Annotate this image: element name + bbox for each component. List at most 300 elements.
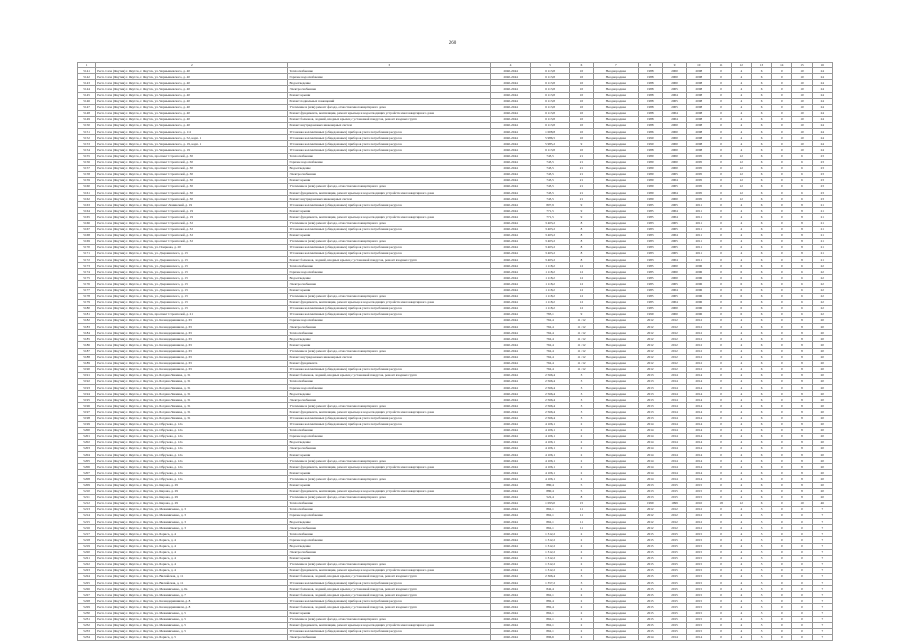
table-cell: 2014 (687, 391, 711, 397)
table-cell: 6 (751, 397, 771, 403)
table-cell: 2014 (662, 476, 686, 482)
table-cell: 6 113,8 (531, 98, 569, 104)
table-cell: 5162 (78, 196, 96, 202)
table-cell: 2040-2044 (490, 287, 530, 293)
table-cell: 0 (711, 226, 731, 232)
table-cell: Неоднородная (594, 537, 639, 543)
table-cell: 1983 (638, 244, 662, 250)
table-cell: 0 (711, 452, 731, 458)
table-cell: 20 (812, 385, 832, 391)
table-cell: Ремонт крыши (288, 287, 490, 293)
table-cell: 2014 (687, 403, 711, 409)
table-cell: Неоднородная (594, 159, 639, 165)
table-cell: 23 (812, 159, 832, 165)
table-cell: Респ. Саха (Якутия) г. Якутск, г. Якутск, ул. Межиниченко, д. 5 (96, 610, 288, 616)
table-cell: 2005 (662, 251, 686, 257)
table-cell: 6 (792, 159, 812, 165)
table-cell: 3 (751, 567, 771, 573)
table-cell: 7 (812, 525, 832, 531)
table-cell: 20 (812, 452, 832, 458)
table-cell: 2006 (687, 269, 711, 275)
table-cell: 21 (812, 232, 832, 238)
table-cell: Неоднородная (594, 494, 639, 500)
table-cell: Респ. Саха (Якутия) г. Якутск, г. Якутск, ул. Дзержинского, д. 13 (96, 299, 288, 305)
table-cell: 3 (569, 378, 593, 384)
table-cell: Горячее водоснабжение (288, 433, 490, 439)
table-cell: 5208 (78, 476, 96, 482)
table-cell: 0 (711, 433, 731, 439)
table-cell: Водоотведение (288, 391, 490, 397)
table-cell: 8 (792, 391, 812, 397)
table-cell: 0 (711, 421, 731, 427)
table-cell: 2014 (687, 378, 711, 384)
table-cell: 18 (711, 500, 731, 506)
table-cell: Неоднородная (594, 165, 639, 171)
column-header: 15 (792, 63, 812, 68)
table-cell: 0 (792, 604, 812, 610)
table-cell: 2000 (662, 269, 686, 275)
table-cell: 2040-2044 (490, 348, 530, 354)
table-cell: 4 (731, 634, 751, 640)
table-cell: 2014 (662, 446, 686, 452)
table-cell: 2012 (638, 366, 662, 372)
table-cell: 4 (731, 439, 751, 445)
table-cell: 1980 (638, 159, 662, 165)
table-cell: 3 (751, 616, 771, 622)
table-cell: 0 (772, 458, 792, 464)
table-cell: 10 (569, 110, 593, 116)
table-cell: 2 (569, 452, 593, 458)
table-cell: 2012 (662, 348, 686, 354)
table-cell: 0 (772, 403, 792, 409)
table-cell: 2014 (687, 397, 711, 403)
table-cell: 2000 (662, 305, 686, 311)
table-cell: 2011 (687, 232, 711, 238)
table-cell: 2015 (687, 567, 711, 573)
table-cell: 6 (792, 153, 812, 159)
table-cell: 2015 (662, 598, 686, 604)
table-cell: 0 (772, 263, 792, 269)
table-cell: 4 (731, 446, 751, 452)
table-cell: 22 (812, 275, 832, 281)
table-cell: 2012 (662, 519, 686, 525)
table-cell: 0 (772, 464, 792, 470)
table-cell: 8 (569, 226, 593, 232)
table-cell: 3 403,2 (531, 238, 569, 244)
table-cell: 5211 (78, 494, 96, 500)
table-cell: 5229 (78, 604, 96, 610)
table-cell: Утепление и (или) ремонт фасада, отмостки многоквартирного дома (288, 616, 490, 622)
table-cell: 1980 (638, 153, 662, 159)
table-cell: 12 (569, 299, 593, 305)
table-cell: 0 (711, 80, 731, 86)
table-cell: 6 (731, 305, 751, 311)
table-cell: 2 (569, 561, 593, 567)
table-cell: 2014 (662, 397, 686, 403)
table-cell: Ремонт балконов, лоджий, входных крылец с установкой пандусов, ремонт входных групп (288, 372, 490, 378)
table-cell: 2000 (662, 129, 686, 135)
table-cell: Неоднородная (594, 604, 639, 610)
table-cell: Респ. Саха (Якутия) г. Якутск, г. Якутск, ул. Обручева, д. 12а (96, 439, 288, 445)
table-cell: 1985 (638, 281, 662, 287)
table-cell: Неоднородная (594, 92, 639, 98)
table-cell: 1 312,2 (531, 555, 569, 561)
table-cell: 2015 (638, 537, 662, 543)
table-cell: 4 (731, 385, 751, 391)
table-cell: 2011 (687, 257, 711, 263)
table-cell: 2014 (662, 403, 686, 409)
table-cell: Респ. Саха (Якутия) г. Якутск, г. Якутск, проспект Ленинский, д. 19 (96, 202, 288, 208)
table-cell: 2005 (687, 196, 711, 202)
table-cell: Неоднородная (594, 634, 639, 640)
table-cell: 20 (812, 324, 832, 330)
table-cell: 12 (569, 281, 593, 287)
table-cell: 6 (751, 147, 771, 153)
table-cell: 0 (711, 263, 731, 269)
table-cell: 2040-2044 (490, 628, 530, 634)
table-cell: 0 (711, 269, 731, 275)
table-cell: 2011 (687, 251, 711, 257)
table-cell: 2 (569, 543, 593, 549)
column-header: 4 (490, 63, 530, 68)
table-cell: 3 (569, 397, 593, 403)
table-cell: 23 (812, 183, 832, 189)
table-cell: 11 /12 (569, 336, 593, 342)
table-cell: 21 (812, 226, 832, 232)
table-cell: 2015 (662, 531, 686, 537)
table-cell: 4 (731, 543, 751, 549)
table-cell: 4 106,1 (531, 439, 569, 445)
table-cell: 10 (792, 86, 812, 92)
table-cell: 2005 (687, 183, 711, 189)
table-cell: 0 (711, 385, 731, 391)
table-cell: 6 (751, 86, 771, 92)
column-header: 11 (711, 63, 731, 68)
table-cell: 2 (569, 476, 593, 482)
table-cell: 21 (812, 220, 832, 226)
table-cell: 21 (569, 196, 593, 202)
table-cell: 0 (711, 196, 731, 202)
table-cell: 5154 (78, 147, 96, 153)
table-cell: 1988 (638, 86, 662, 92)
table-cell: Респ. Саха (Якутия) г. Якутск, г. Якутск, ул. Дзержинского, д. 13 (96, 269, 288, 275)
table-cell: 0 (792, 513, 812, 519)
table-cell: 10 (792, 110, 812, 116)
table-cell: 0 (772, 409, 792, 415)
table-cell: 10 (792, 74, 812, 80)
table-cell: 2014 (662, 378, 686, 384)
table-cell: 0 (711, 586, 731, 592)
table-cell: 11 (569, 519, 593, 525)
table-cell: 2004 (662, 232, 686, 238)
table-cell: 3 (569, 409, 593, 415)
table-cell: 2014 (662, 421, 686, 427)
table-cell: Неоднородная (594, 586, 639, 592)
table-cell: 0 (772, 251, 792, 257)
table-cell: 4 (731, 592, 751, 598)
table-cell: 6 113,8 (531, 92, 569, 98)
table-cell: 5173 (78, 263, 96, 269)
table-cell: 2040-2044 (490, 537, 530, 543)
table-cell: Респ. Саха (Якутия) г. Якутск, г. Якутск, ул. Богдана Чижика, д. 31 (96, 415, 288, 421)
table-cell: 8 (792, 232, 812, 238)
table-cell: 23 (812, 153, 832, 159)
table-cell: 6 113,8 (531, 110, 569, 116)
table-cell: 2012 (662, 330, 686, 336)
table-cell: 2040-2044 (490, 299, 530, 305)
table-cell: 2 (569, 421, 593, 427)
table-cell: 0 (711, 372, 731, 378)
table-cell: 2008 (687, 92, 711, 98)
table-cell: 0 (772, 226, 792, 232)
table-cell: 1988 (638, 74, 662, 80)
table-cell: 0 (711, 348, 731, 354)
table-cell: 2015 (662, 567, 686, 573)
table-cell: Электроснабжение (288, 634, 490, 640)
table-cell: 3 (751, 506, 771, 512)
table-cell: 20 (812, 342, 832, 348)
table-cell: 0 (792, 561, 812, 567)
table-cell: Ремонт балконов, лоджий, входных крылец с установкой пандусов, ремонт входных групп (288, 573, 490, 579)
table-cell: 2040-2044 (490, 86, 530, 92)
table-cell: Неоднородная (594, 378, 639, 384)
table-cell: 20 (812, 433, 832, 439)
table-cell: 4 (731, 98, 751, 104)
table-cell: Неоднородная (594, 336, 639, 342)
table-cell: 1 312,2 (531, 567, 569, 573)
table-cell: 2000 (662, 275, 686, 281)
table-cell: 10 (569, 74, 593, 80)
table-cell: 20 (812, 372, 832, 378)
table-cell: 1985 (638, 202, 662, 208)
table-cell: Неоднородная (594, 269, 639, 275)
table-cell: 5183 (78, 324, 96, 330)
table-cell: 4 (731, 506, 751, 512)
table-cell: 2015 (638, 555, 662, 561)
table-cell: 6 (731, 299, 751, 305)
table-cell: 6 (751, 263, 771, 269)
table-cell: 5172 (78, 257, 96, 263)
table-cell: 12 (569, 305, 593, 311)
table-cell: 10 (792, 129, 812, 135)
table-cell: 7 (812, 616, 832, 622)
table-cell: 3 (569, 403, 593, 409)
table-cell: Горячее водоснабжение (288, 318, 490, 324)
table-cell: 2012 (662, 525, 686, 531)
table-cell: 0 (711, 171, 731, 177)
table-cell: 2015 (638, 628, 662, 634)
table-cell: 2015 (638, 580, 662, 586)
table-cell: 0 (772, 232, 792, 238)
table-cell: 882,4 (531, 604, 569, 610)
table-cell: 1988 (638, 98, 662, 104)
table-cell: 0 (792, 567, 812, 573)
table-cell: 8 (569, 220, 593, 226)
table-cell: 2000 (662, 159, 686, 165)
table-cell: 8 (792, 433, 812, 439)
table-cell: 4 (731, 141, 751, 147)
table-cell: 2040-2044 (490, 464, 530, 470)
table-cell: 4 106,1 (531, 433, 569, 439)
table-cell: 6 (751, 482, 771, 488)
table-cell: 0 (772, 92, 792, 98)
repair-schedule-table (77, 62, 833, 641)
table-cell: 2005 (662, 183, 686, 189)
table-cell: Неоднородная (594, 190, 639, 196)
table-cell: 4 (731, 604, 751, 610)
table-cell: 2014 (638, 458, 662, 464)
table-cell: 0 (792, 628, 812, 634)
table-cell: Ремонт фундамента, вентиляции, ремонт крыльца и водоотводящих устройств многоквартирного дома (288, 622, 490, 628)
table-cell: Респ. Саха (Якутия) г. Якутск, г. Якутск, ул. Межиниченко, д. 3 (96, 513, 288, 519)
table-cell: Теплоснабжение (288, 427, 490, 433)
table-cell: 20 (812, 330, 832, 336)
table-cell: Респ. Саха (Якутия) г. Якутск, г. Якутск, ул. Каландаришвили, д. 65 (96, 360, 288, 366)
table-cell: 0 (711, 616, 731, 622)
table-cell: 0 (772, 324, 792, 330)
table-cell: 2 (569, 427, 593, 433)
table-cell: 2015 (638, 616, 662, 622)
table-cell: Неоднородная (594, 275, 639, 281)
table-cell: 4 (731, 525, 751, 531)
table-cell: 0 (772, 427, 792, 433)
table-cell: 8 (792, 324, 812, 330)
table-cell: 0 (772, 567, 792, 573)
table-cell: 24 (812, 116, 832, 122)
table-cell: 2000 (662, 196, 686, 202)
table-cell: 5191 (78, 372, 96, 378)
table-cell: 5163 (78, 202, 96, 208)
table-cell: 20 (812, 366, 832, 372)
table-cell: Ремонт крыши (288, 232, 490, 238)
table-cell: Неоднородная (594, 531, 639, 537)
table-cell: 8 (792, 214, 812, 220)
table-cell: 2 (569, 549, 593, 555)
table-cell: 4 (731, 403, 751, 409)
table-cell: 2040-2044 (490, 397, 530, 403)
table-cell: 2000 (662, 141, 686, 147)
column-header: 10 (687, 63, 711, 68)
table-cell: 6 (751, 238, 771, 244)
table-cell: 20 (812, 458, 832, 464)
table-cell: Утепление и (или) ремонт фасада, отмостки многоквартирного дома (288, 561, 490, 567)
table-cell: 2040-2044 (490, 92, 530, 98)
table-cell: 4 (731, 342, 751, 348)
table-cell: 0 (772, 141, 792, 147)
table-cell: Респ. Саха (Якутия) г. Якутск, г. Якутск, ул. Межиниченко, д. 5 (96, 616, 288, 622)
table-cell: 2013 (638, 372, 662, 378)
table-cell: 1999 (638, 500, 662, 506)
table-cell: 9 (569, 208, 593, 214)
table-cell: 4 (731, 391, 751, 397)
table-cell: 2 566,4 (531, 415, 569, 421)
table-cell: 0 (772, 214, 792, 220)
table-cell: Неоднородная (594, 183, 639, 189)
table-cell: 10 (569, 86, 593, 92)
table-cell: 0 (772, 537, 792, 543)
table-cell: 0 (711, 592, 731, 598)
table-cell: 2008 (687, 68, 711, 74)
table-cell: 2040-2044 (490, 147, 530, 153)
table-cell: 3 (751, 525, 771, 531)
table-cell: 8 (569, 251, 593, 257)
table-cell: 5216 (78, 525, 96, 531)
table-cell: Ремонт фундамента, вентиляции, ремонт крыльца и водоотводящих устройств многоквартирного дома (288, 214, 490, 220)
table-cell: 6 (792, 183, 812, 189)
table-cell: 2005 (662, 281, 686, 287)
table-cell: 0 (711, 330, 731, 336)
table-cell: Неоднородная (594, 348, 639, 354)
table-cell: Водоотведение (288, 275, 490, 281)
table-cell: 2 (569, 598, 593, 604)
table-cell: Респ. Саха (Якутия) г. Якутск, г. Якутск, ул. Дзержинского, д. 13 (96, 287, 288, 293)
table-cell: 2014 (662, 464, 686, 470)
table-cell: 7 (812, 598, 832, 604)
table-cell: 0 (711, 513, 731, 519)
table-cell: Респ. Саха (Якутия) г. Якутск, г. Якутск, ул. Чернышевского, д. 40 (96, 92, 288, 98)
table-cell: 2012 (638, 525, 662, 531)
table-cell: 0 (772, 269, 792, 275)
table-cell: 2040-2044 (490, 159, 530, 165)
table-cell: 6 (751, 183, 771, 189)
table-cell: 0 (772, 110, 792, 116)
table-cell: Неоднородная (594, 397, 639, 403)
table-cell: 0 (772, 543, 792, 549)
table-cell: 0 (711, 116, 731, 122)
table-cell: 11 /12 (569, 342, 593, 348)
table-cell: 5220 (78, 549, 96, 555)
table-cell: 0 (711, 238, 731, 244)
table-cell: 6 (751, 214, 771, 220)
table-cell: Установка коллективных (общедомовых) приборов учета потребления ресурсов (288, 226, 490, 232)
table-cell: Теплоснабжение (288, 531, 490, 537)
table-cell: 0 (711, 299, 731, 305)
table-cell: 2006 (687, 275, 711, 281)
table-cell: 24 (812, 123, 832, 129)
table-cell: 3 (569, 580, 593, 586)
table-cell: 2040-2044 (490, 604, 530, 610)
table-cell: 0 (711, 177, 731, 183)
table-cell: Респ. Саха (Якутия) г. Якутск, г. Якутск, ул. Богдана Чижика, д. 31 (96, 397, 288, 403)
table-cell: 2015 (687, 604, 711, 610)
table-cell: 862,1 (531, 616, 569, 622)
table-cell: 2 (569, 567, 593, 573)
table-cell: Утепление и (или) ремонт фасада, отмостки многоквартирного дома (288, 220, 490, 226)
table-cell: 2014 (662, 470, 686, 476)
table-cell: 21 (569, 165, 593, 171)
table-cell: 2014 (687, 439, 711, 445)
table-cell: 2015 (687, 549, 711, 555)
table-cell: 2040-2044 (490, 409, 530, 415)
table-cell: 9 (569, 141, 593, 147)
table-cell: 9 (569, 202, 593, 208)
table-cell: 6 (751, 123, 771, 129)
column-header: 14 (772, 63, 792, 68)
table-cell: Неоднородная (594, 360, 639, 366)
table-cell: 5225 (78, 580, 96, 586)
table-cell: 5189 (78, 360, 96, 366)
table-cell: 10 (569, 68, 593, 74)
table-cell: 6 (751, 281, 771, 287)
table-cell: Установка коллективных (общедомовых) приборов учета потребления ресурсов (288, 421, 490, 427)
table-cell: Неоднородная (594, 238, 639, 244)
table-cell: 0 (772, 123, 792, 129)
table-cell: 22 (812, 305, 832, 311)
table-cell: 2015 (687, 543, 711, 549)
table-cell: 2005 (662, 104, 686, 110)
table-cell: Неоднородная (594, 281, 639, 287)
table-cell: Неоднородная (594, 628, 639, 634)
